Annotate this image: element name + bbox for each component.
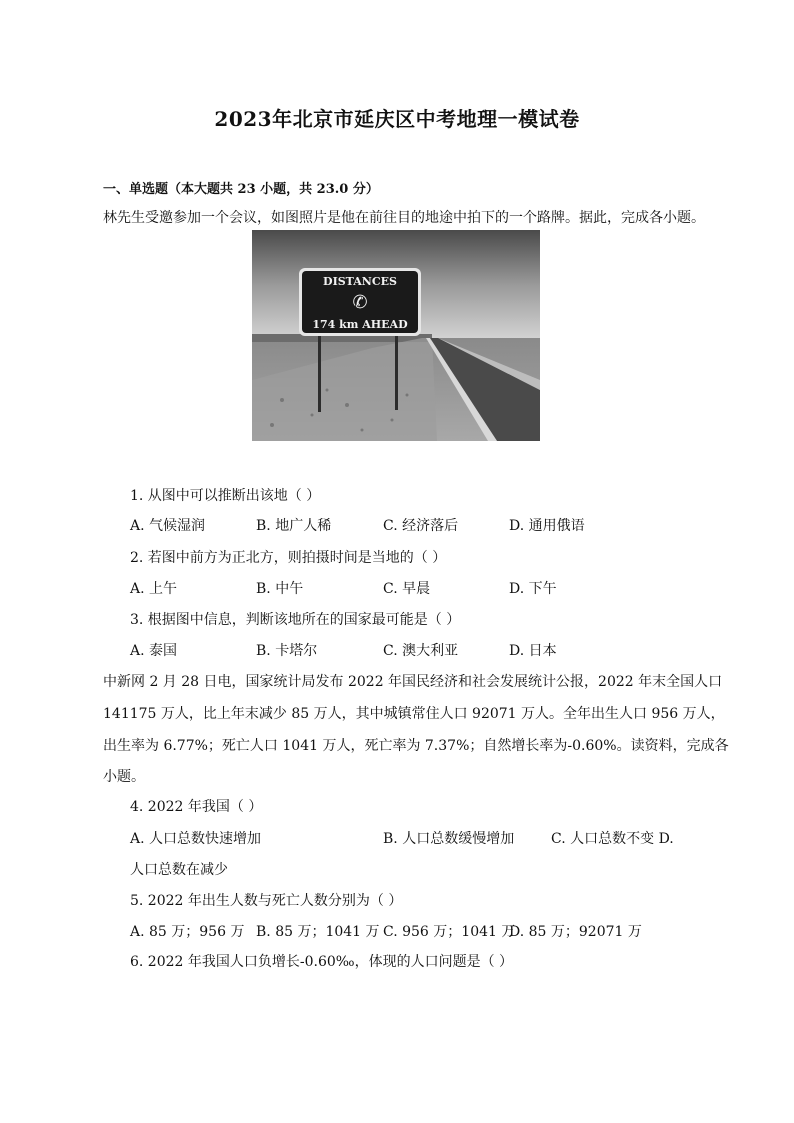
option-5c: C. 956 万；1041 万 [383,924,516,940]
option-2a: A. 上午 [130,581,178,597]
road-sign-photo [252,230,540,441]
option-3d: D. 日本 [509,643,557,659]
question-3: 3. 根据图中信息，判断该地所在的国家最可能是（ ） [130,612,461,628]
option-4d: 人口总数在减少 [130,862,228,878]
option-1a: A. 气候湿润 [130,518,206,534]
option-4a: A. 人口总数快速增加 [130,831,262,847]
page-title: 2023年北京市延庆区中考地理一模试卷 [214,107,580,131]
sign-text-distances: DISTANCES [323,275,397,288]
option-2c: C. 早晨 [383,581,431,597]
option-4c: C. 人口总数不变 D. [551,831,674,847]
option-1d: D. 通用俄语 [509,518,585,534]
question-5: 5. 2022 年出生人数与死亡人数分别为（ ） [130,893,403,909]
phone-icon: ✆ [352,292,368,313]
option-5b: B. 85 万；1041 万 [256,924,380,940]
intro-paragraph-2-line-1: 中新网 2 月 28 日电，国家统计局发布 2022 年国民经济和社会发展统计公报，2022 年末全国人口 [103,674,723,690]
option-5d: D. 85 万；92071 万 [509,924,642,940]
option-1c: C. 经济落后 [383,518,459,534]
question-6: 6. 2022 年我国人口负增长-0.60‰，体现的人口问题是（ ） [130,954,514,970]
option-1b: B. 地广人稀 [256,518,332,534]
option-3a: A. 泰国 [130,643,178,659]
question-1: 1. 从图中可以推断出该地（ ） [130,488,321,504]
intro-paragraph-2-line-3: 出生率为 6.77%；死亡人口 1041 万人，死亡率为 7.37%；自然增长率为-0.60%。读资料，完成各 [103,738,729,754]
option-3b: B. 卡塔尔 [256,643,318,659]
option-5a: A. 85 万；956 万 [130,924,245,940]
intro-paragraph-2-line-4: 小题。 [103,769,145,785]
option-2d: D. 下午 [509,581,557,597]
option-3c: C. 澳大利亚 [383,643,459,659]
section-heading: 一、单选题（本大题共 23 小题，共 23.0 分） [103,182,379,197]
intro-paragraph-2-line-2: 141175 万人，比上年末减少 85 万人，其中城镇常住人口 92071 万人。全年出生人口 956 万人， [103,706,725,722]
question-4: 4. 2022 年我国（ ） [130,799,263,815]
option-2b: B. 中午 [256,581,304,597]
question-2: 2. 若图中前方为正北方，则拍摄时间是当地的（ ） [130,550,447,566]
option-4b: B. 人口总数缓慢增加 [383,831,515,847]
sign-text-ahead: 174 km AHEAD [312,318,408,331]
intro-paragraph-1: 林先生受邀参加一个会议，如图照片是他在前往目的地途中拍下的一个路牌。据此，完成各小题。 [103,210,705,226]
